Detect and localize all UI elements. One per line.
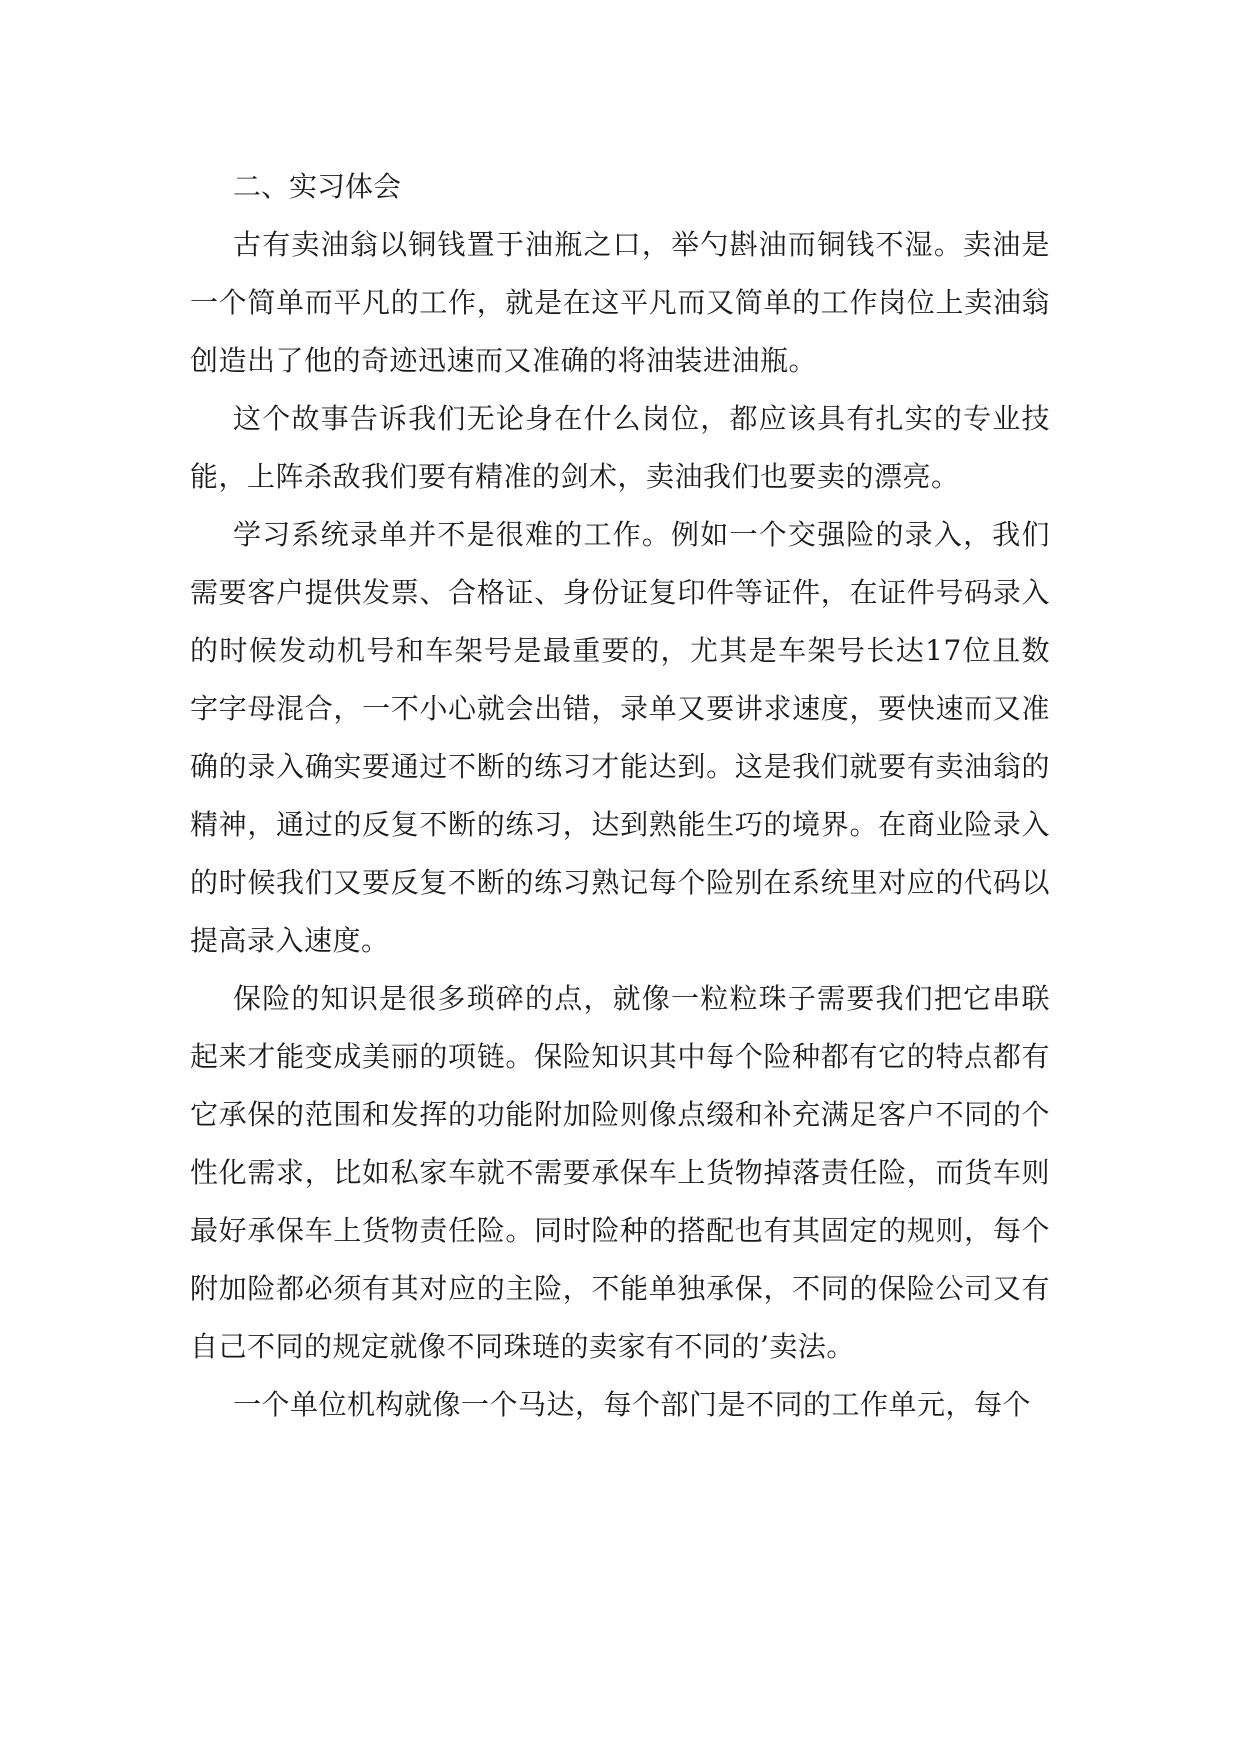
- paragraph-system-entry: 学习系统录单并不是很难的工作。例如一个交强险的录入，我们需要客户提供发票、合格证、身份证复印件等证件，在证件号码录入的时候发动机号和车架号是最重要的，尤其是车架号长达17位且数字字母混合，一不小心就会出错，录单又要讲求速度，要快速而又准确的录入确实要通过不断的练习才能达到。这是我们就要有卖油翁的精神，通过的反复不断的练习，达到熟能生巧的境界。在商业险录入的时候我们又要反复不断的练习熟记每个险别在系统里对应的代码以提高录入速度。: [190, 518, 1050, 957]
- paragraph-story-lesson: 这个故事告诉我们无论身在什么岗位，都应该具有扎实的专业技能，上阵杀敌我们要有精准的剑术，卖油我们也要卖的漂亮。: [190, 402, 1050, 493]
- document-body: [190, 158, 1050, 1434]
- paragraph-insurance-knowledge: 保险的知识是很多琐碎的点，就像一粒粒珠子需要我们把它串联起来才能变成美丽的项链。保险知识其中每个险种都有它的特点都有它承保的范围和发挥的功能附加险则像点缀和补充满足客户不同的个性化需求，比如私家车就不需要承保车上货物掉落责任险，而货车则最好承保车上货物责任险。同时险种的搭配也有其固定的规则，每个附加险都必须有其对应的主险，不能单独承保，不同的保险公司又有自己不同的规定就像不同珠琏的卖家有不同的’卖法。: [190, 982, 1050, 1363]
- paragraph-oil-seller-story: 古有卖油翁以铜钱置于油瓶之口，举勺斟油而铜钱不湿。卖油是一个简单而平凡的工作，就是在这平凡而又简单的工作岗位上卖油翁创造出了他的奇迹迅速而又准确的将油装进油瓶。: [190, 228, 1050, 377]
- paragraph-organization-motor: 一个单位机构就像一个马达，每个部门是不同的工作单元，每个: [233, 1388, 1032, 1421]
- section-heading: 二、实习体会: [233, 170, 402, 203]
